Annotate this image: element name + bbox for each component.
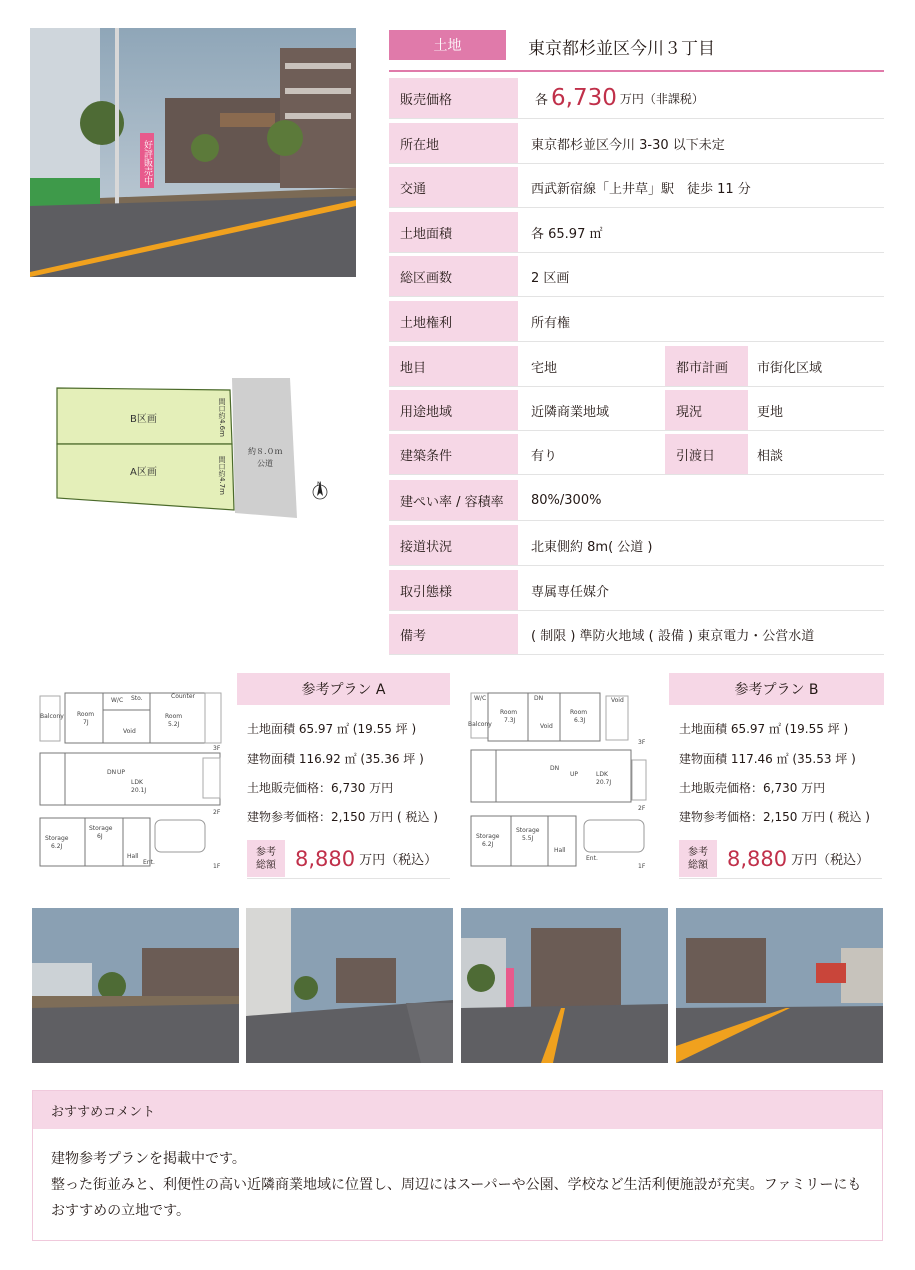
price-unit: 万円（非課税） [619,91,704,106]
frontage-b-label: 間口約4.6m [218,398,226,437]
ldk-size: 20.7J [596,779,612,786]
comment-line-2: 整った街並みと、利便性の高い近隣商業地域に位置し、周辺にはスーパーや公園、学校など生活利便施設が充実。ファミリーにもおすすめの立地です。 [51,1177,862,1219]
spec-value: 宅地 [531,360,558,376]
balcony-label: Balcony [40,713,64,720]
ldk-label: LDK [596,771,608,778]
void-label: Void [540,723,553,730]
spec-row-road [389,525,884,566]
comment-heading: おすすめコメント [33,1091,882,1129]
room-label: Room [570,709,588,716]
plan-a-title: 参考プラン A [237,673,450,705]
plan-a-land-area: 土地面積 65.97 ㎡ (19.55 坪 ) [247,722,417,736]
lot-b-label: B区画 [130,414,157,425]
spec-row-condition [389,434,884,475]
room-label: Room [500,709,518,716]
up-label: UP [117,769,126,776]
hall-label: Hall [554,847,566,854]
spec-row-lots [389,256,884,297]
total-label: 参考 総額 [679,840,717,877]
spec-value: 西武新宿線「上井草」駅 徒歩 11 分 [531,181,751,197]
plan-b-total [679,840,882,879]
floor-1f-label: 1F [213,863,221,870]
room-size: 6.3J [574,717,586,724]
plan-b-land-area: 土地面積 65.97 ㎡ (19.55 坪 ) [679,722,849,736]
floor-3f-label: 3F [213,745,221,752]
spec-label: 建築条件 [389,434,518,474]
road-type-label: 公道 [257,459,273,468]
spec-label: 接道状況 [389,525,518,565]
street-photo-1 [32,908,239,1063]
dn-label: DN [550,765,560,772]
spec-row-location [389,123,884,164]
total-unit: 万円（税込） [791,853,870,868]
plan-b-building-area: 建物面積 117.46 ㎡ (35.53 坪 ) [679,752,856,766]
spec-row-transaction [389,570,884,611]
spec-label: 用途地域 [389,390,518,430]
spec-label: 所在地 [389,123,518,163]
spec-value: 2 区画 [531,270,570,286]
spec-value: 所有権 [531,315,571,331]
spec-row-zoning [389,390,884,431]
spec-value: 相談 [757,448,784,464]
recommend-comment [32,1090,883,1241]
spec-value: 東京都杉並区今川 3-30 以下未定 [531,137,725,153]
floor-3f-label: 3F [638,739,646,746]
road-width-label: 約８.０ｍ [248,447,283,456]
storage-size: 6.2J [51,843,63,850]
spec-label: 土地面積 [389,212,518,252]
north-label: N [317,481,322,488]
main-street-photo [30,28,356,277]
site-map [52,378,337,523]
comment-line-1: 建物参考プランを掲載中です。 [51,1151,246,1167]
total-amount: 8,880 [727,846,788,871]
floor-2f-label: 2F [213,809,221,816]
spec-label: 引渡日 [665,434,748,474]
counter-label: Counter [171,693,195,700]
plan-a-building-price: 建物参考価格：2,150 万円 ( 税込 ) [247,810,438,824]
ent-label: Ent. [586,855,598,862]
total-label: 参考 総額 [247,840,285,877]
spec-row-remarks [389,614,884,655]
plan-a-total [247,840,450,879]
spec-label: 都市計画 [665,346,748,386]
spec-label: 土地権利 [389,301,518,341]
spec-value [535,78,704,118]
ldk-label: LDK [131,779,143,786]
lot-a-label: A区画 [130,467,157,478]
comment-body [51,1146,871,1224]
up-label: UP [570,771,579,778]
spec-label: 建ぺい率 / 容積率 [389,480,518,520]
frontage-a-label: 間口約4.7m [218,456,226,495]
room-size: 5.2J [168,721,180,728]
room-size: 7.3J [504,717,516,724]
storage-label: Storage [476,833,500,840]
total-unit: 万円（税込） [359,853,438,868]
spec-row-rights [389,301,884,342]
storage-size: 5.5J [522,835,534,842]
hall-label: Hall [127,853,139,860]
spec-value: 各 65.97 ㎡ [531,226,603,242]
spec-row-price [389,78,884,119]
plan-b-building-price: 建物参考価格：2,150 万円 ( 税込 ) [679,810,870,824]
wic-label: W/C [474,695,487,702]
dn-label: DN [107,769,117,776]
floor-1f-label: 1F [638,863,646,870]
storage-size: 6.2J [482,841,494,848]
room-label: Room [165,713,183,720]
spec-label: 販売価格 [389,78,518,118]
street-photo-4 [676,908,883,1063]
spec-value: 近隣商業地域 [531,404,610,420]
spec-value: 更地 [757,404,784,420]
spec-label: 現況 [665,390,748,430]
floorplan-a [35,688,227,872]
spec-label: 総区画数 [389,256,518,296]
spec-label: 地目 [389,346,518,386]
floorplan-b [466,688,661,872]
street-photo-2 [246,908,453,1063]
street-photo-3 [461,908,668,1063]
storage-label: Storage [516,827,540,834]
spec-label: 交通 [389,167,518,207]
plan-b-title: 参考プラン B [669,673,884,705]
spec-row-coverage [389,480,884,521]
page-title: 東京都杉並区今川３丁目 [528,39,715,59]
plan-a-land-price: 土地販売価格：6,730 万円 [247,781,394,795]
plan-b-land-price: 土地販売価格：6,730 万円 [679,781,826,795]
spec-label: 備考 [389,614,518,654]
spec-value: 80%/300% [531,492,602,508]
void-label: Void [123,728,136,735]
ent-label: Ent. [143,859,155,866]
signboard-text: 好評販売中 [142,140,152,185]
spec-row-category [389,346,884,387]
spec-value: 北東側約 8m( 公道 ) [531,539,653,555]
price-amount: 6,730 [551,85,617,111]
spec-value: ( 制限 ) 準防火地域 ( 設備 ) 東京電力・公営水道 [531,628,815,644]
spec-value: 市街化区域 [757,360,823,376]
category-tag: 土地 [389,30,506,60]
wic-label: W/C [111,697,124,704]
total-amount: 8,880 [295,846,356,871]
spec-value: 有り [531,448,558,464]
spec-row-land-area [389,212,884,253]
storage-label: Storage [45,835,69,842]
spec-label: 取引態様 [389,570,518,610]
sto-label: Sto. [131,695,143,702]
spec-row-traffic [389,167,884,208]
header-divider [389,70,884,72]
dn-label: DN [534,695,544,702]
balcony-label: Balcony [468,721,492,728]
spec-value: 専属専任媒介 [531,584,610,600]
storage-size: 6J [97,833,103,840]
void-label: Void [611,697,624,704]
ldk-size: 20.1J [131,787,147,794]
plan-a-building-area: 建物面積 116.92 ㎡ (35.36 坪 ) [247,752,424,766]
price-prefix: 各 [535,92,549,108]
room-label: Room [77,711,95,718]
room-size: 7J [83,719,89,726]
floor-2f-label: 2F [638,805,646,812]
north-arrow-icon [313,481,327,499]
storage-label: Storage [89,825,113,832]
